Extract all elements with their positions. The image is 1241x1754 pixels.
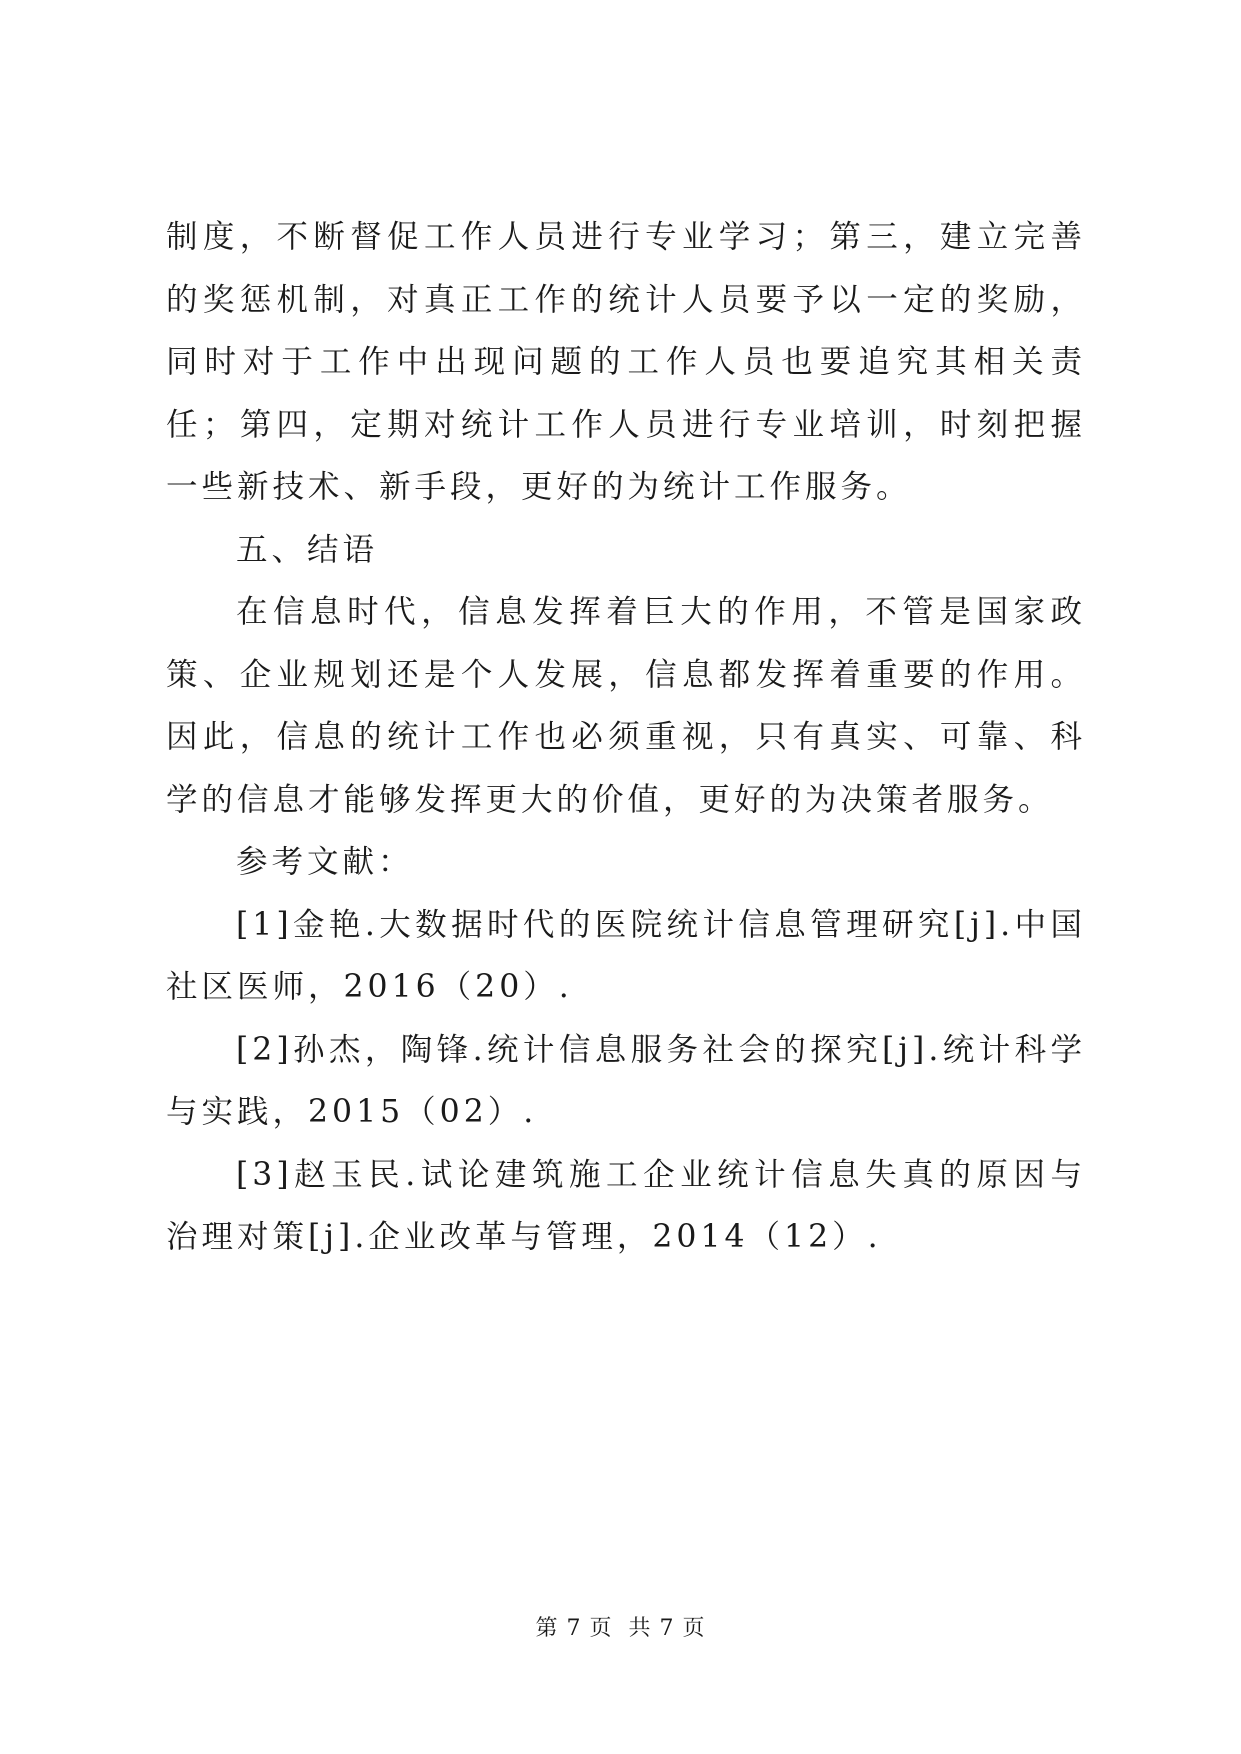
document-body	[166, 206, 1086, 1269]
reference-item-3: [3]赵玉民.试论建筑施工企业统计信息失真的原因与治理对策[j].企业改革与管理，2014（12）.	[166, 1156, 1086, 1255]
reference-item-2: [2]孙杰，陶锋.统计信息服务社会的探究[j].统计科学与实践，2015（02）.	[166, 1031, 1086, 1130]
section-heading-conclusion: 五、结语	[236, 531, 379, 568]
references-heading: 参考文献：	[236, 844, 414, 880]
body-paragraph-continuation: 制度，不断督促工作人员进行专业学习；第三，建立完善的奖惩机制，对真正工作的统计人员要予以一定的奖励，同时对于工作中出现问题的工作人员也要追究其相关责任；第四，定期对统计工作人员进行专业培训，时刻把握一些新技术、新手段，更好的为统计工作服务。	[166, 219, 1086, 505]
page-footer	[0, 1614, 1241, 1644]
reference-item-1: [1]金艳.大数据时代的医院统计信息管理研究[j].中国社区医师，2016（20）.	[166, 906, 1086, 1005]
body-paragraph-conclusion: 在信息时代，信息发挥着巨大的作用，不管是国家政策、企业规划还是个人发展，信息都发挥着重要的作用。因此，信息的统计工作也必须重视，只有真实、可靠、科学的信息才能够发挥更大的价值，更好的为决策者服务。	[166, 594, 1086, 818]
page-number-indicator: 第 7 页 共 7 页	[535, 1616, 706, 1641]
